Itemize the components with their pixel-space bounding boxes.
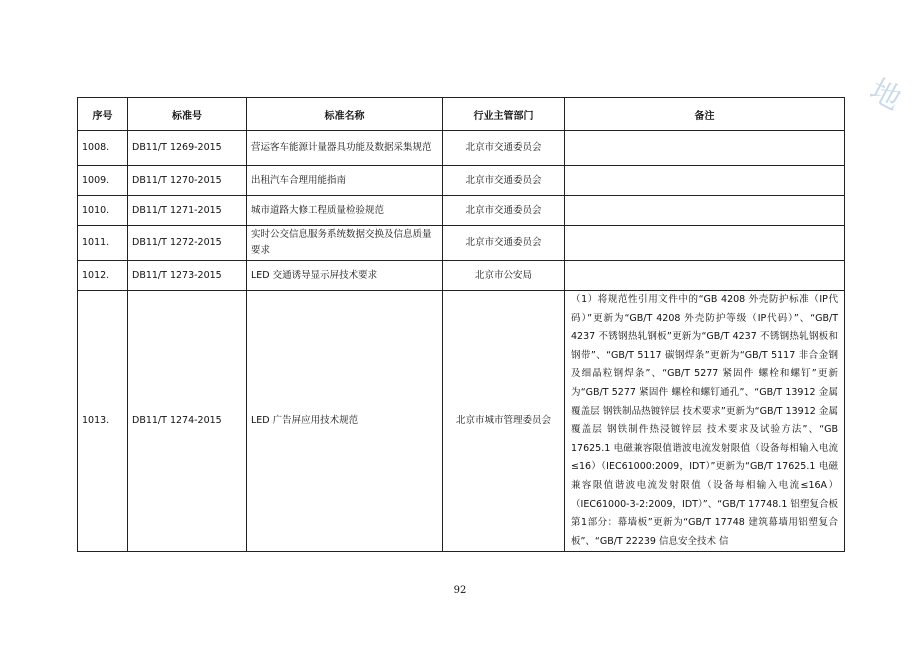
cell-remarks (565, 261, 845, 291)
cell-serial: 1008. (78, 131, 128, 166)
header-standard-name: 标准名称 (247, 98, 443, 131)
cell-code: DB11/T 1270-2015 (128, 166, 247, 196)
cell-serial: 1009. (78, 166, 128, 196)
cell-code: DB11/T 1274-2015 (128, 291, 247, 552)
header-department: 行业主管部门 (443, 98, 565, 131)
header-serial: 序号 (78, 98, 128, 131)
cell-name: LED 交通诱导显示屏技术要求 (247, 261, 443, 291)
cell-department: 北京市交通委员会 (443, 166, 565, 196)
cell-remarks: （1）将规范性引用文件中的“GB 4208 外壳防护标准（IP代码）”更新为“GB/T 4208 外壳防护等级（IP代码）”、“GB/T 4237 不锈钢热轧钢板”更新为“GB/T 4237 不锈钢热轧钢板和钢带”、“GB/T 5117 碳钢焊条”更新为“GB/T 5117 非合金钢及细晶粒钢焊条”、“GB/T 5277 紧固件 螺栓和螺钉”更新为“GB/T 5277 紧固件 螺栓和螺钉通孔”、“GB/T 13912 金属覆盖层 钢铁制品热镀锌层 技术要求”更新为“GB/T 13912 金属覆盖层 钢铁制件热浸镀锌层 技术要求及试验方法”、“GB 17625.1 电磁兼容限值谐波电流发射限值（设备每相输入电流≤16）（IEC61000:2009，IDT）”更新为“GB/T 17625.1 电磁兼容限值谐波电流发射限值（设备每相输入电流≤16A）（IEC61000-3-2:2009，IDT）”、“GB/T 17748.1 铝塑复合板 第1部分：幕墙板”更新为“GB/T 17748 建筑幕墙用铝塑复合板”、“GB/T 22239 信息安全技术 信 (565, 291, 845, 552)
table-row (78, 166, 845, 196)
cell-remarks (565, 131, 845, 166)
cell-code: DB11/T 1271-2015 (128, 196, 247, 226)
cell-serial: 1011. (78, 226, 128, 261)
cell-department: 北京市公安局 (443, 261, 565, 291)
header-standard-code: 标准号 (128, 98, 247, 131)
cell-remarks (565, 196, 845, 226)
page-number: 92 (453, 585, 467, 596)
cell-department: 北京市城市管理委员会 (443, 291, 565, 552)
header-remarks: 备注 (565, 98, 845, 131)
cell-serial: 1013. (78, 291, 128, 552)
cell-name: 出租汽车合理用能指南 (247, 166, 443, 196)
cell-name: LED 广告屏应用技术规范 (247, 291, 443, 552)
table-row (78, 291, 845, 552)
table-row (78, 226, 845, 261)
cell-serial: 1010. (78, 196, 128, 226)
cell-remarks (565, 166, 845, 196)
cell-department: 北京市交通委员会 (443, 131, 565, 166)
cell-remarks (565, 226, 845, 261)
cell-name: 营运客车能源计量器具功能及数据采集规范 (247, 131, 443, 166)
cell-serial: 1012. (78, 261, 128, 291)
table-row (78, 131, 845, 166)
cell-code: DB11/T 1272-2015 (128, 226, 247, 261)
standards-table (77, 97, 845, 552)
cell-name: 城市道路大修工程质量检验规范 (247, 196, 443, 226)
cell-department: 北京市交通委员会 (443, 226, 565, 261)
table-row (78, 196, 845, 226)
cell-name: 实时公交信息服务系统数据交换及信息质量要求 (247, 226, 443, 261)
table-header-row (78, 98, 845, 131)
cell-code: DB11/T 1273-2015 (128, 261, 247, 291)
cell-department: 北京市交通委员会 (443, 196, 565, 226)
table-row (78, 261, 845, 291)
cell-code: DB11/T 1269-2015 (128, 131, 247, 166)
watermark-text: 地 (863, 72, 907, 118)
